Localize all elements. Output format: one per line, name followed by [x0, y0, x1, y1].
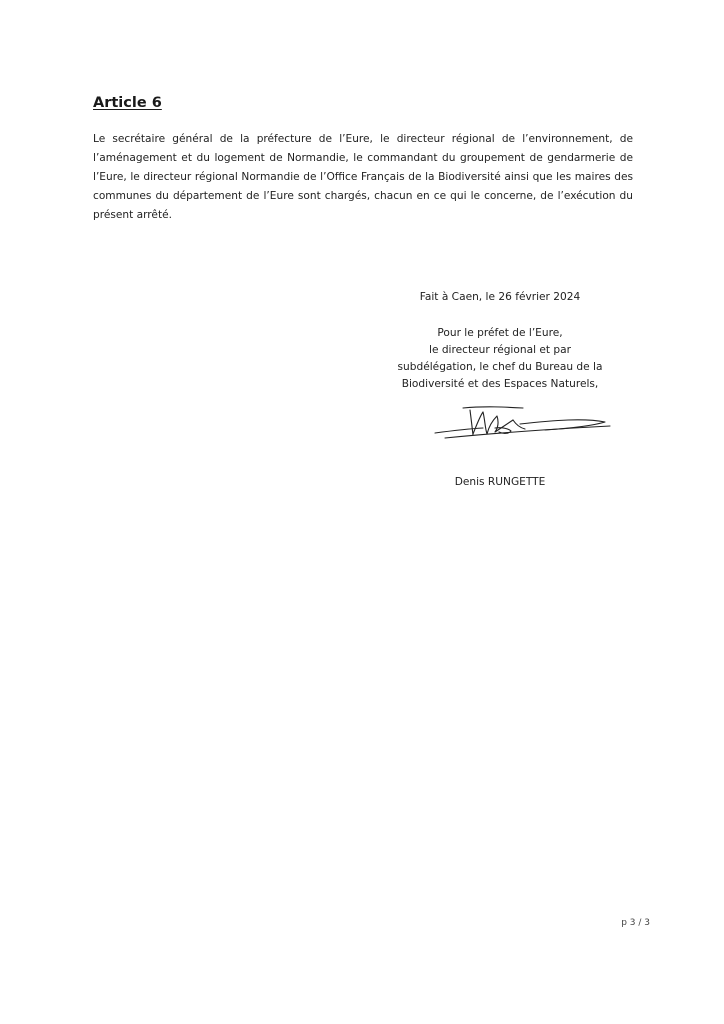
signatory-name: Denis RUNGETTE [454, 476, 546, 488]
article-heading: Article 6 [93, 95, 162, 111]
page-number: p 3 / 3 [621, 918, 650, 928]
delegation-text [370, 325, 630, 393]
article-body: Le secrétaire général de la préfecture de l’Eure, le directeur régional de l’environnement, de l’aménagement et du logement de Normandie, le commandant du groupement de gendarmerie de l’Eure, le directeur régional Normandie de l’Office Français de la Biodiversité ainsi que les maires des communes du département de l’Eure sont chargés, chacun en ce qui le concerne, de l’exécution du présent arrêté. [93, 133, 633, 221]
delegation-line: Biodiversité et des Espaces Naturels, [401, 378, 599, 390]
delegation-line: le directeur régional et par [429, 344, 571, 356]
delegation-line: Pour le préfet de l’Eure, [437, 327, 563, 339]
delegation-line: subdélégation, le chef du Bureau de la [397, 361, 603, 373]
handwritten-signature [425, 398, 615, 448]
place-date: Fait à Caen, le 26 février 2024 [419, 291, 581, 303]
